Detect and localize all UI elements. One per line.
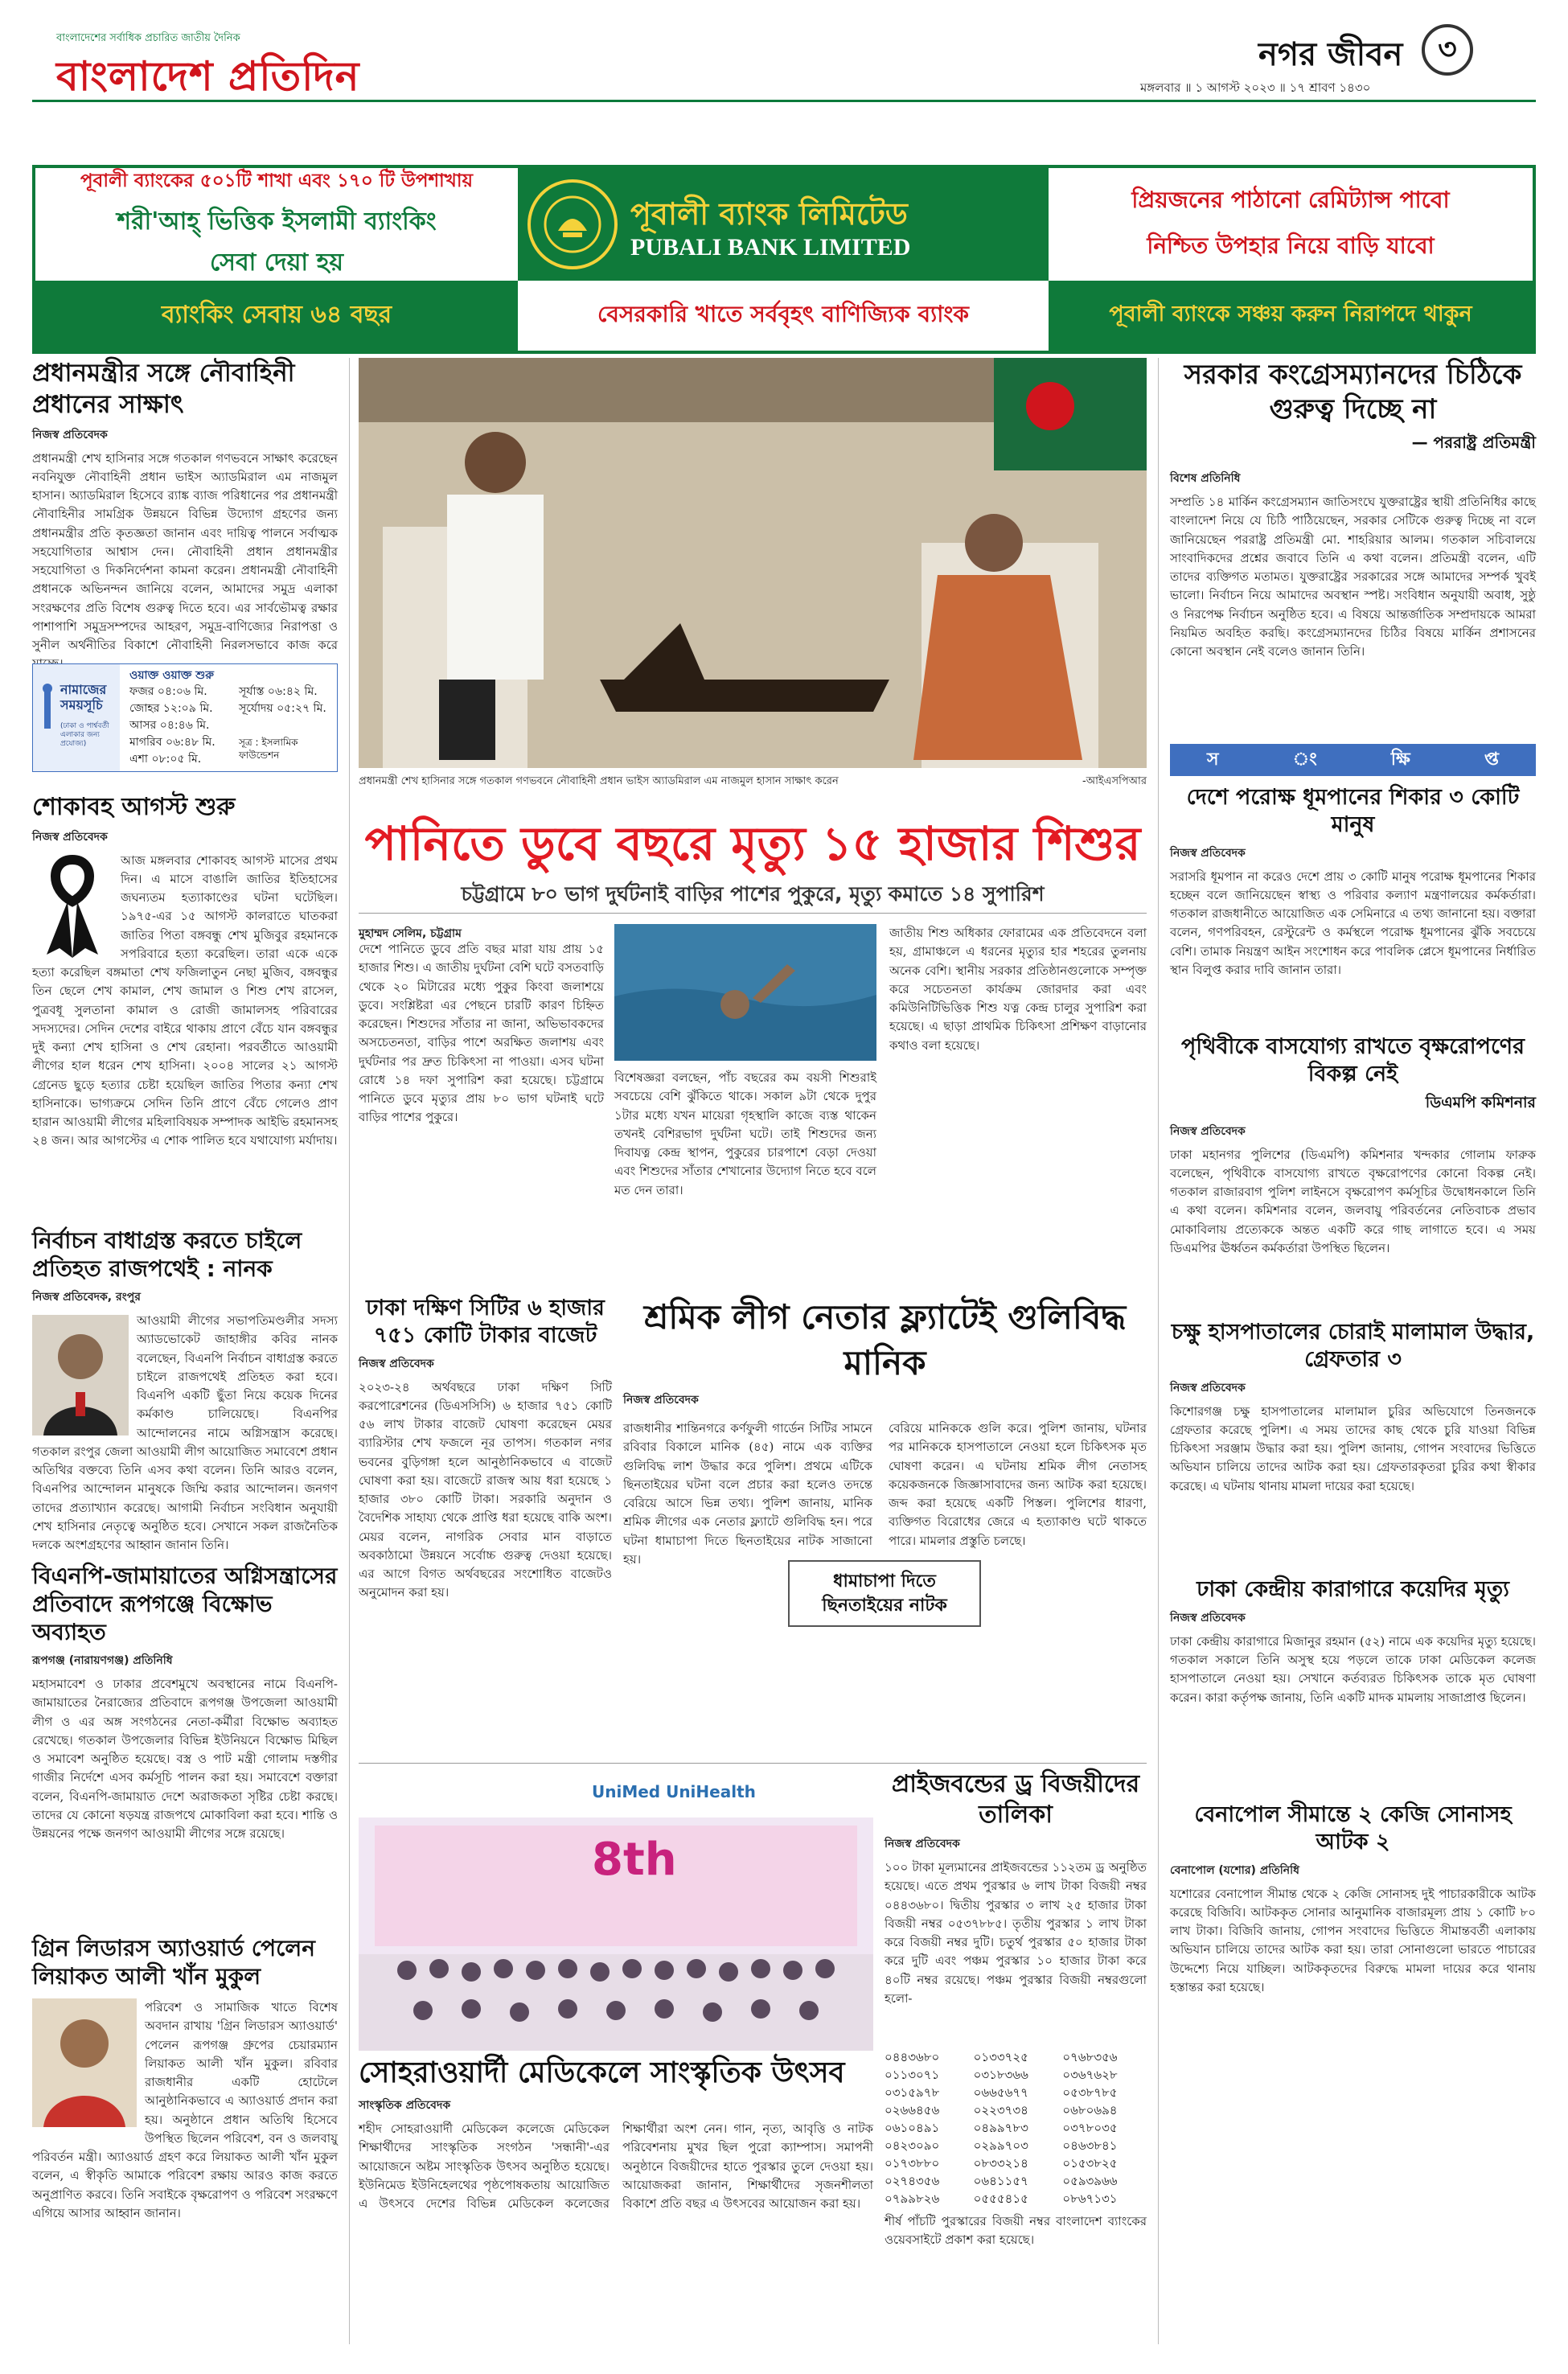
prize-bond-byline: নিজস্ব প্রতিবেদক — [885, 1838, 960, 1850]
ad-left-bottom — [35, 281, 518, 351]
prayer-row: জোহর ১২:০৯ মি. — [129, 702, 213, 715]
page-number: ৩ — [1422, 24, 1473, 76]
pullquote — [788, 1560, 981, 1627]
lead-photo — [359, 358, 1147, 768]
bond-number: ০১৫৩৮২৫ — [1062, 2156, 1118, 2171]
story-league — [623, 1295, 1147, 1616]
prayer-source: সূত্র : ইসলামিক ফাউন্ডেশন — [239, 737, 298, 761]
column-divider — [349, 358, 350, 2344]
story-culture-body: শহীদ সোহরাওয়ার্দী মেডিকেল কলেজে মেডিকেল শিক্ষার্থীদের সাংস্কৃতিক সংগঠন 'সন্ধানী'-এর আয়োজনে অষ্টম সাংস্কৃতিক উৎসব অনুষ্ঠিত হয়েছে। ইউনিমেড ইউনিহেলথের পৃষ্ঠপোষকতায় আয়োজিত এ উৎসবে দেশের বিভিন্ন মেডিকেল কলেজের শিক্ষার্থীরা অংশ নেন। গান, নৃত্য, আবৃত্তি ও নাটক পরিবেশনায় মুখর ছিল পুরো ক্যাম্পাস। সমাপনী অনুষ্ঠানে বিজয়ীদের হাতে পুরস্কার তুলে দেওয়া হয়। আয়োজকরা জানান, শিক্ষার্থীদের সৃজনশীলতা বিকাশে প্রতি বছর এ উৎসবের আয়োজন করা হয়। — [359, 2121, 873, 2211]
bond-number: ০৬১০৪৯১ — [885, 2121, 940, 2135]
culture-photo — [359, 1769, 873, 2051]
bond-number: ০৩৭৮০৩৫ — [1062, 2121, 1118, 2135]
ad-left-line1: পূবালী ব্যাংকের ৫০১টি শাখা এবং ১৭০ টি উপশাখায় — [80, 170, 474, 191]
culture-badge: 8th — [592, 1834, 677, 1886]
lead-headline: পানিতে ডুবে বছরে মৃত্যু ১৫ হাজার শিশুর — [364, 816, 1141, 871]
story-budget-byline: নিজস্ব প্রতিবেদক — [359, 1357, 434, 1370]
story-league-headline: শ্রমিক লীগ নেতার ফ্ল্যাটেই গুলিবিদ্ধ মানিক — [643, 1297, 1127, 1382]
story-culture-byline: সাংস্কৃতিক প্রতিবেদক — [359, 2099, 451, 2112]
brief-body: ঢাকা কেন্দ্রীয় কারাগারে মিজানুর রহমান (৫২) নামে এক কয়েদির মৃত্যু হয়েছে। গতকাল সকালে তিনি অসুস্থ হয়ে পড়লে তাকে ঢাকা মেডিকেল কলেজ হাসপাতালে নেওয়া হয়। সেখানে কর্তব্যরত চিকিৎসক তাকে মৃত ঘোষণা করেন। কারা কর্তৃপক্ষ জানায়, তিনি একটি মাদক মামলায় সাজাপ্রাপ্ত ছিলেন। — [1170, 1633, 1536, 1705]
brief-body: সরাসরি ধূমপান না করেও দেশে প্রায় ৩ কোটি মানুষ পরোক্ষ ধূমপানের শিকার হচ্ছেন বলে জানিয়েছেন স্বাস্থ্য ও পরিবার কল্যাণ মন্ত্রণালয়ের কর্মকর্তারা। গতকাল রাজধানীতে আয়োজিত এক সেমিনারে এ তথ্য জানানো হয়। বক্তারা বলেন, গণপরিবহন, রেস্টুরেন্ট ও কর্মস্থলে পরোক্ষ ধূমপানের ঝুঁকি সবচেয়ে বেশি। তামাক নিয়ন্ত্রণ আইন সংশোধন করে পাবলিক প্লেসে ধূমপানের নির্ধারিত স্থান বিলুপ্ত করার দাবি জানান তারা। — [1170, 869, 1536, 977]
ad-center-en: PUBALI BANK LIMITED — [630, 234, 911, 261]
story-mourning — [32, 792, 338, 1157]
prize-bond-note: শীর্ষ পাঁচটি পুরস্কারের বিজয়ী নম্বর বাংলাদেশ ব্যাংকের ওয়েবসাইটে প্রকাশ করা হয়েছে। — [885, 2214, 1147, 2248]
brief-item — [1170, 1801, 1536, 2335]
bond-number: ০৭৯৯৮২৬ — [885, 2191, 940, 2206]
prayer-times-box — [32, 663, 338, 772]
prayer-title-box — [33, 664, 120, 771]
lead-rule — [359, 913, 1147, 914]
story-green-body: পরিবেশ ও সামাজিক খাতে বিশেষ অবদান রাখায় 'গ্রিন লিডারস অ্যাওয়ার্ড' পেলেন রূপগঞ্জ গ্রুপের চেয়ারম্যান লিয়াকত আলী খাঁন মুকুল। রবিবার রাজধানীর একটি হোটেলে আনুষ্ঠানিকভাবে এ অ্যাওয়ার্ড প্রদান করা হয়। অনুষ্ঠানে প্রধান অতিথি হিসেবে উপস্থিত ছিলেন পরিবেশ, বন ও জলবায়ু পরিবর্তন মন্ত্রী। অ্যাওয়ার্ড গ্রহণ করে লিয়াকত আলী খাঁন মুকুল বলেন, এ স্বীকৃতি আমাকে পরিবেশ রক্ষায় আরও কাজ করতে অনুপ্রাণিত করবে। তিনি সবাইকে বৃক্ষরোপণ ও পরিবেশ সংরক্ষণে এগিয়ে আসার আহ্বান জানান। — [32, 2000, 338, 2220]
bond-number: ০৫৩৮৭৮৫ — [1062, 2085, 1118, 2100]
bond-number: ০২২৩৭৩৪ — [973, 2103, 1028, 2117]
ad-right-bottom — [1049, 281, 1533, 351]
story-mourning-body: আজ মঙ্গলবার শোকাবহ আগস্ট মাসের প্রথম দিন। এ মাসে বাঙালি জাতির ইতিহাসের জঘন্যতম হত্যাকাণ্ডের ঘটনা ঘটেছিল। ১৯৭৫-এর ১৫ আগস্ট কালরাতে ঘাতকরা জাতির পিতা বঙ্গবন্ধু শেখ মুজিবুর রহমানকে সপরিবারে হত্যা করেছিল। তারা একে একে হত্যা করেছিল বঙ্গমাতা শেখ ফজিলাতুন নেছা মুজিব, বঙ্গবন্ধুর তিন ছেলে শেখ কামাল, শেখ জামাল ও শিশু শেখ রাসেল, পুত্রবধূ সুলতানা কামাল ও রোজী জামালসহ পরিবারের সদস্যদের। সেদিন দেশের বাইরে থাকায় প্রাণে বেঁচে যান বঙ্গবন্ধুর দুই কন্যা শেখ হাসিনা ও শেখ রেহানা। পরবর্তীতে আওয়ামী লীগের হাল ধরেন শেখ হাসিনা। ২০০৪ সালের ২১ আগস্ট গ্রেনেড ছুড়ে হত্যার চেষ্টা হয়েছিল জাতির পিতার কন্যা শেখ হাসিনাকে। ভাগ্যক্রমে সেদিন তিনি প্রাণে বেঁচে গেলেও প্রাণ হারান আওয়ামী লীগের মহিলাবিষয়ক সম্পাদক আইভি রহমানসহ ২৪ জন। আর আগস্টের এ শোক পালিত হবে যথাযোগ্য মর্যাদায়। — [32, 852, 338, 1148]
story-navy — [32, 358, 338, 652]
mid-rule — [359, 1763, 1147, 1764]
brief-attribution: ডিএমপি কমিশনার — [1425, 1093, 1536, 1111]
brief-banner — [1170, 744, 1536, 776]
bond-number: ০৪২৩০৯০ — [885, 2138, 940, 2153]
lead-col-2: বিশেষজ্ঞরা বলছেন, পাঁচ বছরের কম বয়সী শিশুরাই সবচেয়ে বেশি ঝুঁকিতে থাকে। সকাল ৯টা থেকে দুপুর ১টার মধ্যে যখন মায়েরা গৃহস্থালি কাজে ব্যস্ত থাকেন তখনই বেশিরভাগ দুর্ঘটনা ঘটে। তাই শিশুদের জন্য দিবাযত্ন কেন্দ্র স্থাপন, পুকুরের চারপাশে বেড়া দেওয়া এবং শিশুদের সাঁতার শেখানোর উদ্যোগ নিতে হবে বলে মত দেন তারা। — [614, 1070, 876, 1197]
brief-headline: ঢাকা কেন্দ্রীয় কারাগারে কয়েদির মৃত্যু — [1197, 1577, 1509, 1602]
story-congress-attribution: — পররাষ্ট্র প্রতিমন্ত্রী — [1411, 433, 1536, 452]
ad-left-bottom-text: ব্যাংকিং সেবায় ৬৪ বছর — [161, 301, 392, 329]
bond-number: ০৬৮০৬৯৪ — [1062, 2103, 1118, 2117]
pubali-logo-icon — [527, 179, 618, 269]
story-nanak — [32, 1226, 338, 1552]
bond-number: ০৫৯৩৯৬৬ — [1062, 2174, 1118, 2188]
ad-right-line1: প্রিয়জনের পাঠানো রেমিট্যান্স পাবো — [1131, 187, 1450, 213]
ad-left-line3: সেবা দেয়া হয় — [209, 248, 343, 277]
brief-item — [1170, 1033, 1536, 1315]
prayer-title: নামাজের সময়সূচি — [60, 682, 107, 713]
bond-number: ০৩১৫৯৭৮ — [885, 2085, 940, 2100]
bond-number: ০৮৬৭১৩১ — [1062, 2191, 1118, 2206]
brief-label-char: স — [1207, 749, 1219, 770]
prize-bond-numbers — [885, 2048, 1147, 2208]
brief-body: যশোরের বেনাপোল সীমান্ত থেকে ২ কেজি সোনাসহ দুই পাচারকারীকে আটক করেছে বিজিবি। আটককৃত সোনার আনুমানিক বাজারমূল্য প্রায় ১ কোটি ৮০ লাখ টাকা। বিজিবি জানায়, গোপন সংবাদের ভিত্তিতে সীমান্তবর্তী এলাকায় অভিযান চালিয়ে তাদের আটক করা হয়। তারা সোনাগুলো ভারতে পাচারের উদ্দেশ্যে নিয়ে যাচ্ছিল। আটককৃতদের বিরুদ্ধে মামলা দায়ের করে থানায় হস্তান্তর করা হয়েছে। — [1170, 1886, 1536, 1994]
story-rupganj-headline: বিএনপি-জামায়াতের অগ্নিসন্ত্রাসের প্রতিবাদে রূপগঞ্জে বিক্ষোভ অব্যাহত — [32, 1563, 338, 1645]
bond-number: ০৬৬৫৬৭৭ — [973, 2085, 1028, 2100]
story-rupganj — [32, 1562, 338, 1937]
story-rupganj-byline: রূপগঞ্জ (নারায়ণগঞ্জ) প্রতিনিধি — [32, 1654, 173, 1667]
mourning-ribbon-icon — [32, 855, 113, 959]
prayer-row: আসর ০৪:৪৬ মি. — [129, 719, 210, 732]
brief-byline: নিজস্ব প্রতিবেদক — [1170, 1124, 1246, 1138]
bond-number: ০১৩৩৭২৫ — [973, 2050, 1028, 2064]
brief-label-char: ং — [1292, 749, 1317, 770]
story-nanak-headline: নির্বাচন বাধাগ্রস্ত করতে চাইলে প্রতিহত রাজপথেই : নানক — [32, 1227, 302, 1282]
story-rupganj-body: মহাসমাবেশ ও ঢাকার প্রবেশমুখে অবস্থানের নামে বিএনপি-জামায়াতের নৈরাজ্যের প্রতিবাদে রূপগঞ্জ উপজেলা আওয়ামী লীগ ও এর অঙ্গ সংগঠনের নেতা-কর্মীরা বিক্ষোভ অব্যাহত রেখেছে। গতকাল উপজেলার বিভিন্ন ইউনিয়নে বিক্ষোভ মিছিল ও সমাবেশ অনুষ্ঠিত হয়েছে। বস্ত্র ও পাট মন্ত্রী গোলাম দস্তগীর গাজীর নির্দেশে এসব কর্মসূচি পালন করা হয়। সমাবেশে বক্তারা বলেন, বিএনপি-জামায়াত দেশে অরাজকতা সৃষ্টির চেষ্টা করছে। তাদের যে কোনো ষড়যন্ত্র রাজপথে মোকাবিলা করা হবে। শান্তি ও উন্নয়নের পক্ষে জনগণ আওয়ামী লীগের সঙ্গে রয়েছে। — [32, 1677, 338, 1841]
mukul-portrait — [32, 1998, 137, 2127]
brief-byline: নিজস্ব প্রতিবেদক — [1170, 1611, 1246, 1624]
brief-headline: দেশে পরোক্ষ ধূমপানের শিকার ৩ কোটি মানুষ — [1186, 785, 1520, 837]
ad-center-bn: পূবালী ব্যাংক লিমিটেড — [630, 196, 908, 232]
brief-body: কিশোরগঞ্জ চক্ষু হাসপাতালের মালামাল চুরির অভিযোগে তিনজনকে গ্রেফতার করেছে পুলিশ। এ সময় তাদের কাছ থেকে চুরি যাওয়া বিভিন্ন চিকিৎসা সরঞ্জাম উদ্ধার করা হয়। পুলিশ জানায়, গোপন সংবাদের ভিত্তিতে অভিযান চালিয়ে তাদের আটক করা হয়। গ্রেফতারকৃতরা চুরির কথা স্বীকার করেছে। এ ঘটনায় থানায় মামলা দায়ের করা হয়েছে। — [1170, 1403, 1536, 1493]
drowning-photo — [614, 924, 876, 1061]
prayer-note: (ঢাকা ও পার্শ্ববর্তী এলাকার জন্য প্রযোজ্য) — [60, 722, 109, 748]
brief-label-char: ক্ষি — [1390, 749, 1410, 770]
story-nanak-byline: নিজস্ব প্রতিবেদক, রংপুর — [32, 1291, 141, 1304]
story-nanak-body: আওয়ামী লীগের সভাপতিমণ্ডলীর সদস্য অ্যাডভোকেট জাহাঙ্গীর কবির নানক বলেছেন, বিএনপি নির্বাচন বাধাগ্রস্ত করতে চাইলে রাজপথেই প্রতিহত করা হবে। বিএনপি একটি ছুঁতা নিয়ে কয়েক দিনের কর্মকাণ্ড চালিয়েছে। বিএনপির আন্দোলনের নামে অগ্নিসন্ত্রাস করেছে। গতকাল রংপুর জেলা আওয়ামী লীগ আয়োজিত সমাবেশে প্রধান অতিথির বক্তব্যে তিনি এসব কথা বলেন। তিনি আরও বলেন, বিএনপির আন্দোলন মানুষকে জিম্মি করার আন্দোলন। জনগণ তাদের প্রত্যাখ্যান করেছে। আগামী নির্বাচন সংবিধান অনুযায়ী শেখ হাসিনার নেতৃত্বে অনুষ্ঠিত হবে। সেখানে সকল রাজনৈতিক দলকে অংশগ্রহণের আহ্বান জানান তিনি। — [32, 1313, 338, 1552]
lead-col-3: জাতীয় শিশু অধিকার ফোরামের এক প্রতিবেদনে বলা হয়, গ্রামাঞ্চলে এ ধরনের মৃত্যুর হার শহরের তুলনায় অনেক বেশি। স্থানীয় সরকার প্রতিষ্ঠানগুলোকে সম্পৃক্ত করে সচেতনতা কার্যক্রম জোরদার করা এবং কমিউনিটিভিত্তিক শিশু যত্ন কেন্দ্র চালুর সুপারিশ করা হয়েছে। এ ছাড়া প্রাথমিক চিকিৎসা প্রশিক্ষণ বাড়ানোর কথাও বলা হয়েছে। — [889, 926, 1147, 1053]
story-budget-headline: ঢাকা দক্ষিণ সিটির ৬ হাজার ৭৫১ কোটি টাকার বাজেট — [366, 1296, 605, 1348]
prize-bond-body: ১০০ টাকা মূল্যমানের প্রাইজবন্ডের ১১২তম ড্র অনুষ্ঠিত হয়েছে। এতে প্রথম পুরস্কার ৬ লাখ টাকা বিজয়ী নম্বর ০৪৪৩৬৮০। দ্বিতীয় পুরস্কার ৩ লাখ ২৫ হাজার টাকা বিজয়ী নম্বর ০৫৩৭৮৮৫। তৃতীয় পুরস্কার ১ লাখ টাকা করে বিজয়ী নম্বর দুটি। চতুর্থ পুরস্কার ৫০ হাজার টাকা করে দুটি এবং পঞ্চম পুরস্কার ১০ হাজার টাকা করে ৪০টি নম্বর রয়েছে। পঞ্চম পুরস্কার বিজয়ী নম্বরগুলো হলো- — [885, 1860, 1147, 2006]
bond-number: ০২৬৬৪৫৬ — [885, 2103, 940, 2117]
brief-byline: নিজস্ব প্রতিবেদক — [1170, 846, 1246, 860]
story-mourning-byline: নিজস্ব প্রতিবেদক — [32, 830, 108, 844]
bond-number: ০৪৬৩৮৪১ — [1062, 2138, 1118, 2153]
story-budget-body: ২০২৩-২৪ অর্থবছরে ঢাকা দক্ষিণ সিটি করপোরেশনের (ডিএসসিসি) ৬ হাজার ৭৫১ কোটি ৫৬ লাখ টাকার বাজেট ঘোষণা করেছেন মেয়র ব্যারিস্টার শেখ ফজলে নূর তাপস। গতকাল নগর ভবনের বুড়িগঙ্গা হলে আনুষ্ঠানিকভাবে এ বাজেট ঘোষণা করা হয়। বাজেটে রাজস্ব আয় ধরা হয়েছে ১ হাজার ৩৮০ কোটি টাকা। সরকারি অনুদান ও বৈদেশিক সাহায্য থেকে প্রাপ্তি ধরা হয়েছে বাকি অংশ। মেয়র বলেন, নাগরিক সেবার মান বাড়াতে অবকাঠামো উন্নয়নে সর্বোচ্চ গুরুত্ব দেওয়া হয়েছে। এর আগে বিগত অর্থবছরের সংশোধিত বাজেটও অনুমোদন করা হয়। — [359, 1379, 612, 1600]
story-congress — [1170, 358, 1536, 726]
pubali-bank-ad — [32, 165, 1536, 354]
brief-item — [1170, 1319, 1536, 1555]
nanak-portrait — [32, 1315, 129, 1435]
ad-center-bottom-text: বেসরকারি খাতে সর্ববৃহৎ বাণিজ্যিক ব্যাংক — [597, 301, 969, 327]
sun-row: সূর্যোদয় ০৫:২৭ মি. — [239, 702, 326, 715]
bond-number: ০৪৯৯৭৮৩ — [973, 2121, 1028, 2135]
story-congress-headline: সরকার কংগ্রেসম্যানদের চিঠিকে গুরুত্ব দিচ্ছে না — [1184, 359, 1522, 425]
story-navy-body: প্রধানমন্ত্রী শেখ হাসিনার সঙ্গে গতকাল গণভবনে সাক্ষাৎ করেছেন নবনিযুক্ত নৌবাহিনী প্রধান ভাইস অ্যাডমিরাল এম নাজমুল হাসান। অ্যাডমিরাল হিসেবে র‍্যাঙ্ক ব্যাজ পরিধানের পর প্রধানমন্ত্রী নৌবাহিনীর সামগ্রিক উন্নয়নে বিভিন্ন উদ্যোগ গ্রহণের জন্য প্রধানমন্ত্রীর প্রতি কৃতজ্ঞতা জানান এবং দায়িত্ব পালনে সর্বাত্মক সহযোগিতার আশ্বাস দেন। নৌবাহিনী প্রধান প্রধানমন্ত্রীর সহযোগিতা ও দিকনির্দেশনা কামনা করেন। প্রধানমন্ত্রী নৌবাহিনী প্রধানকে অভিনন্দন জানিয়ে বলেন, আমাদের সমুদ্র এলাকা সংরক্ষণের প্রতি বিশেষ গুরুত্ব দিতে হবে। এর সার্বভৌমত্ব রক্ষার পাশাপাশি সমুদ্রসম্পদের আহরণ, সমুদ্র-বাণিজ্যের নিরাপত্তা ও সুনীল অর্থনীতির বিকাশে নৌবাহিনী নিরলসভাবে কাজ করে — [32, 450, 338, 652]
mosque-icon — [38, 682, 57, 733]
ad-right-bottom-text: পূবালী ব্যাংকে সঞ্চয় করুন নিরাপদে থাকুন — [1109, 302, 1472, 327]
lead-byline: মুহাম্মদ সেলিম, চট্টগ্রাম — [359, 927, 462, 940]
ad-left-line2: শরী'আহ্ ভিত্তিক ইসলামী ব্যাংকিং — [117, 207, 437, 236]
masthead-tagline: বাংলাদেশের সর্বাধিক প্রচারিত জাতীয় দৈনিক — [56, 32, 240, 44]
brief-item — [1170, 784, 1536, 1029]
story-budget — [359, 1295, 612, 1748]
bond-number: ০১৭৩৮৮০ — [885, 2156, 940, 2171]
story-navy-byline: নিজস্ব প্রতিবেদক — [32, 428, 108, 442]
story-culture-headline: সোহরাওয়ার্দী মেডিকেলে সাংস্কৃতিক উৎসব — [359, 2056, 845, 2089]
bond-number: ০৩১৮৩৬৬ — [973, 2068, 1028, 2082]
brief-item — [1170, 1576, 1536, 1769]
story-league-col-2: বেরিয়ে মানিককে গুলি করে। পুলিশ জানায়, ঘটনার পর মানিককে হাসপাতালে নেওয়া হলে চিকিৎসক মৃত ঘোষণা করেন। এ ঘটনায় শ্রমিক লীগ নেতাসহ কয়েকজনকে জিজ্ঞাসাবাদের জন্য আটক করা হয়েছে। জব্দ করা হয়েছে একটি পিস্তল। পুলিশের ধারণা, ব্যক্তিগত বিরোধের জেরে এ হত্যাকাণ্ড ঘটে থাকতে পারে। মামলার প্রস্তুতি চলছে। — [889, 1421, 1147, 1548]
bond-number: ০২৯৯৭০৩ — [973, 2138, 1028, 2153]
ad-center-box — [518, 168, 1049, 281]
sun-row: সূর্যাস্ত ০৬:৪২ মি. — [239, 685, 318, 698]
lead-story — [359, 919, 1147, 1285]
lead-photo-caption: প্রধানমন্ত্রী শেখ হাসিনার সঙ্গে গতকাল গণভবনে নৌবাহিনী প্রধান ভাইস অ্যাডমিরাল এম নাজমুল হাসান সাক্ষাৎ করেন — [359, 775, 839, 787]
ad-center-bottom — [518, 281, 1049, 351]
bond-number: ০৩৬৭৬২৮ — [1062, 2068, 1118, 2082]
bond-number: ০১১৩০৭১ — [885, 2068, 940, 2082]
ad-left — [35, 168, 518, 281]
story-culture — [359, 2055, 873, 2337]
masthead — [0, 0, 1568, 165]
culture-banner: UniMed UniHealth — [592, 1782, 756, 1801]
lead-col-1: দেশে পানিতে ডুবে প্রতি বছর মারা যায় প্রায় ১৫ হাজার শিশু। এ জাতীয় দুর্ঘটনা বেশি ঘটে বসতবাড়ি থেকে ২০ মিটারের মধ্যে পুকুর কিংবা জলাশয়ে ডুবে। সংশ্লিষ্টরা এর পেছনে চারটি কারণ চিহ্নিত করেছেন। শিশুদের সাঁতার না জানা, অভিভাবকদের অসচেতনতা, বাড়ির পাশে অরক্ষিত জলাশয় এবং দুর্ঘটনার পর দ্রুত চিকিৎসা না পাওয়া। এসব ঘটনা রোধে ১৪ দফা সুপারিশ করা হয়েছে। চট্টগ্রামে পানিতে ডুবে মৃত্যুর প্রায় ৮০ ভাগ ঘটনাই ঘটে বাড়ির পাশের পুকুরে। — [359, 942, 604, 1125]
story-league-byline: নিজস্ব প্রতিবেদক — [623, 1394, 699, 1407]
ad-right-line2: নিশ্চিত উপহার নিয়ে বাড়ি যাবো — [1147, 232, 1435, 259]
brief-body: ঢাকা মহানগর পুলিশের (ডিএমপি) কমিশনার খন্দকার গোলাম ফারুক বলেছেন, পৃথিবীকে বাসযোগ্য রাখতে বৃক্ষরোপণের কোনো বিকল্প নেই। গতকাল রাজারবাগ পুলিশ লাইনসে বৃক্ষরোপণ কর্মসূচির উদ্বোধনকালে তিনি এ কথা বলেন। কমিশনার বলেন, জলবায়ু পরিবর্তনের নেতিবাচক প্রভাব মোকাবিলায় প্রত্যেককে অন্তত একটি করে গাছ লাগাতে হবে। এ সময় ডিএমপির ঊর্ধ্বতন কর্মকর্তারা উপস্থিত ছিলেন। — [1170, 1147, 1536, 1255]
story-navy-headline: প্রধানমন্ত্রীর সঙ্গে নৌবাহিনী প্রধানের সাক্ষাৎ — [32, 359, 295, 419]
section-label: নগর জীবন — [1258, 36, 1403, 73]
bond-number: ০২৭৪৩৫৬ — [885, 2174, 940, 2188]
brief-headline: বেনাপোল সীমান্তে ২ কেজি সোনাসহ আটক ২ — [1194, 1802, 1512, 1854]
prayer-row: মাগরিব ০৬:৪৮ মি. — [129, 736, 215, 749]
brief-label-char: প্ত — [1484, 749, 1499, 770]
pullquote-text: ধামাচাপা দিতে ছিনতাইয়ের নাটক — [822, 1571, 947, 1616]
masthead-rule — [32, 100, 1536, 102]
prayer-row: ফজর ০৪:০৬ মি. — [129, 685, 207, 698]
brief-byline: নিজস্ব প্রতিবেদক — [1170, 1381, 1246, 1394]
story-league-col-1: রাজধানীর শান্তিনগরে কর্ণফুলী গার্ডেন সিটির সামনে রবিবার বিকালে মানিক (৪৫) নামে এক ব্যক্তির গুলিবিদ্ধ লাশ উদ্ধার করে পুলিশ। প্রথমে এটিকে ছিনতাইয়ের ঘটনা বলে প্রচার করা হলেও তদন্তে বেরিয়ে আসে ভিন্ন তথ্য। পুলিশ জানায়, মানিক শ্রমিক লীগের এক নেতার ফ্ল্যাটে গুলিবিদ্ধ হন। পরে ঘটনা ধামাচাপা দিতে ছিনতাইয়ের নাটক সাজানো হয়। — [623, 1421, 872, 1567]
bond-number: ০৮৩৩২১৪ — [973, 2156, 1028, 2171]
ad-right — [1049, 168, 1533, 281]
story-congress-body: সম্প্রতি ১৪ মার্কিন কংগ্রেসম্যান জাতিসংঘে যুক্তরাষ্ট্রের স্থায়ী প্রতিনিধির কাছে বাংলাদেশ নিয়ে যে চিঠি পাঠিয়েছেন, সরকার সেটিকে গুরুত্ব দিচ্ছে না বলে জানিয়েছেন পররাষ্ট্র প্রতিমন্ত্রী মো. শাহরিয়ার আলম। গতকাল সচিবালয়ে সাংবাদিকদের প্রশ্নের জবাবে তিনি এ কথা বলেন। প্রতিমন্ত্রী বলেন, এটি তাদের ব্যক্তিগত মতামত। যুক্তরাষ্ট্রের সরকারের সঙ্গে আমাদের সম্পর্ক খুবই ভালো। নির্বাচন নিয়ে আমাদের অবস্থান স্পষ্ট। সংবিধান অনুযায়ী অবাধ, সুষ্ঠু ও নিরপেক্ষ নির্বাচন অনুষ্ঠিত হবে। এ বিষয়ে আন্তর্জাতিক সম্প্রদায়কে আমরা নিয়মিত অবহিত করছি। কংগ্রেসম্যানদের চিঠির বিষয়ে মার্কিন প্রশাসনের কোনো অবস্থান নেই বলেও জানান তিনি। — [1170, 495, 1536, 659]
story-green — [32, 1934, 338, 2352]
lead-photo-credit: -আইএসপিআর — [1082, 775, 1147, 787]
bond-number: ০৪৪৩৬৮০ — [885, 2050, 940, 2064]
bond-number: ০৭৬৮৩৫৬ — [1062, 2050, 1118, 2064]
sun-times — [239, 684, 337, 717]
story-mourning-headline: শোকাবহ আগস্ট শুরু — [32, 793, 236, 821]
bond-number: ০৫৫৫৪১৫ — [973, 2191, 1028, 2206]
masthead-logo: বাংলাদেশ প্রতিদিন — [56, 53, 360, 100]
story-prize-bond — [885, 1769, 1147, 2251]
story-congress-byline: বিশেষ প্রতিনিধি — [1170, 472, 1241, 485]
column-divider — [1158, 358, 1159, 2344]
prize-bond-headline: প্রাইজবন্ডের ড্র বিজয়ীদের তালিকা — [891, 1770, 1140, 1829]
brief-headline: চক্ষু হাসপাতালের চোরাই মালামাল উদ্ধার, গ্রেফতার ৩ — [1171, 1320, 1535, 1372]
prayer-rows — [129, 684, 234, 768]
issue-date: মঙ্গলবার ॥ ১ আগস্ট ২০২৩ ॥ ১৭ শ্রাবণ ১৪৩০ — [1140, 80, 1371, 95]
prayer-header: ওয়াক্ত ওয়াক্ত শুরু — [129, 669, 214, 682]
bond-number: ০৬৪১১৫৭ — [973, 2174, 1028, 2188]
brief-byline: বেনাপোল (যশোর) প্রতিনিধি — [1170, 1863, 1299, 1877]
prayer-row: এশা ০৮:০৫ মি. — [129, 753, 202, 766]
brief-headline: পৃথিবীকে বাসযোগ্য রাখতে বৃক্ষরোপণের বিকল্প নেই — [1181, 1034, 1525, 1086]
lead-subhead: চট্টগ্রামে ৮০ ভাগ দুর্ঘটনাই বাড়ির পাশের পুকুরে, মৃত্যু কমাতে ১৪ সুপারিশ — [461, 882, 1045, 906]
story-green-headline: গ্রিন লিডারস অ্যাওয়ার্ড পেলেন লিয়াকত আলী খাঁন মুকুল — [32, 1935, 315, 1990]
